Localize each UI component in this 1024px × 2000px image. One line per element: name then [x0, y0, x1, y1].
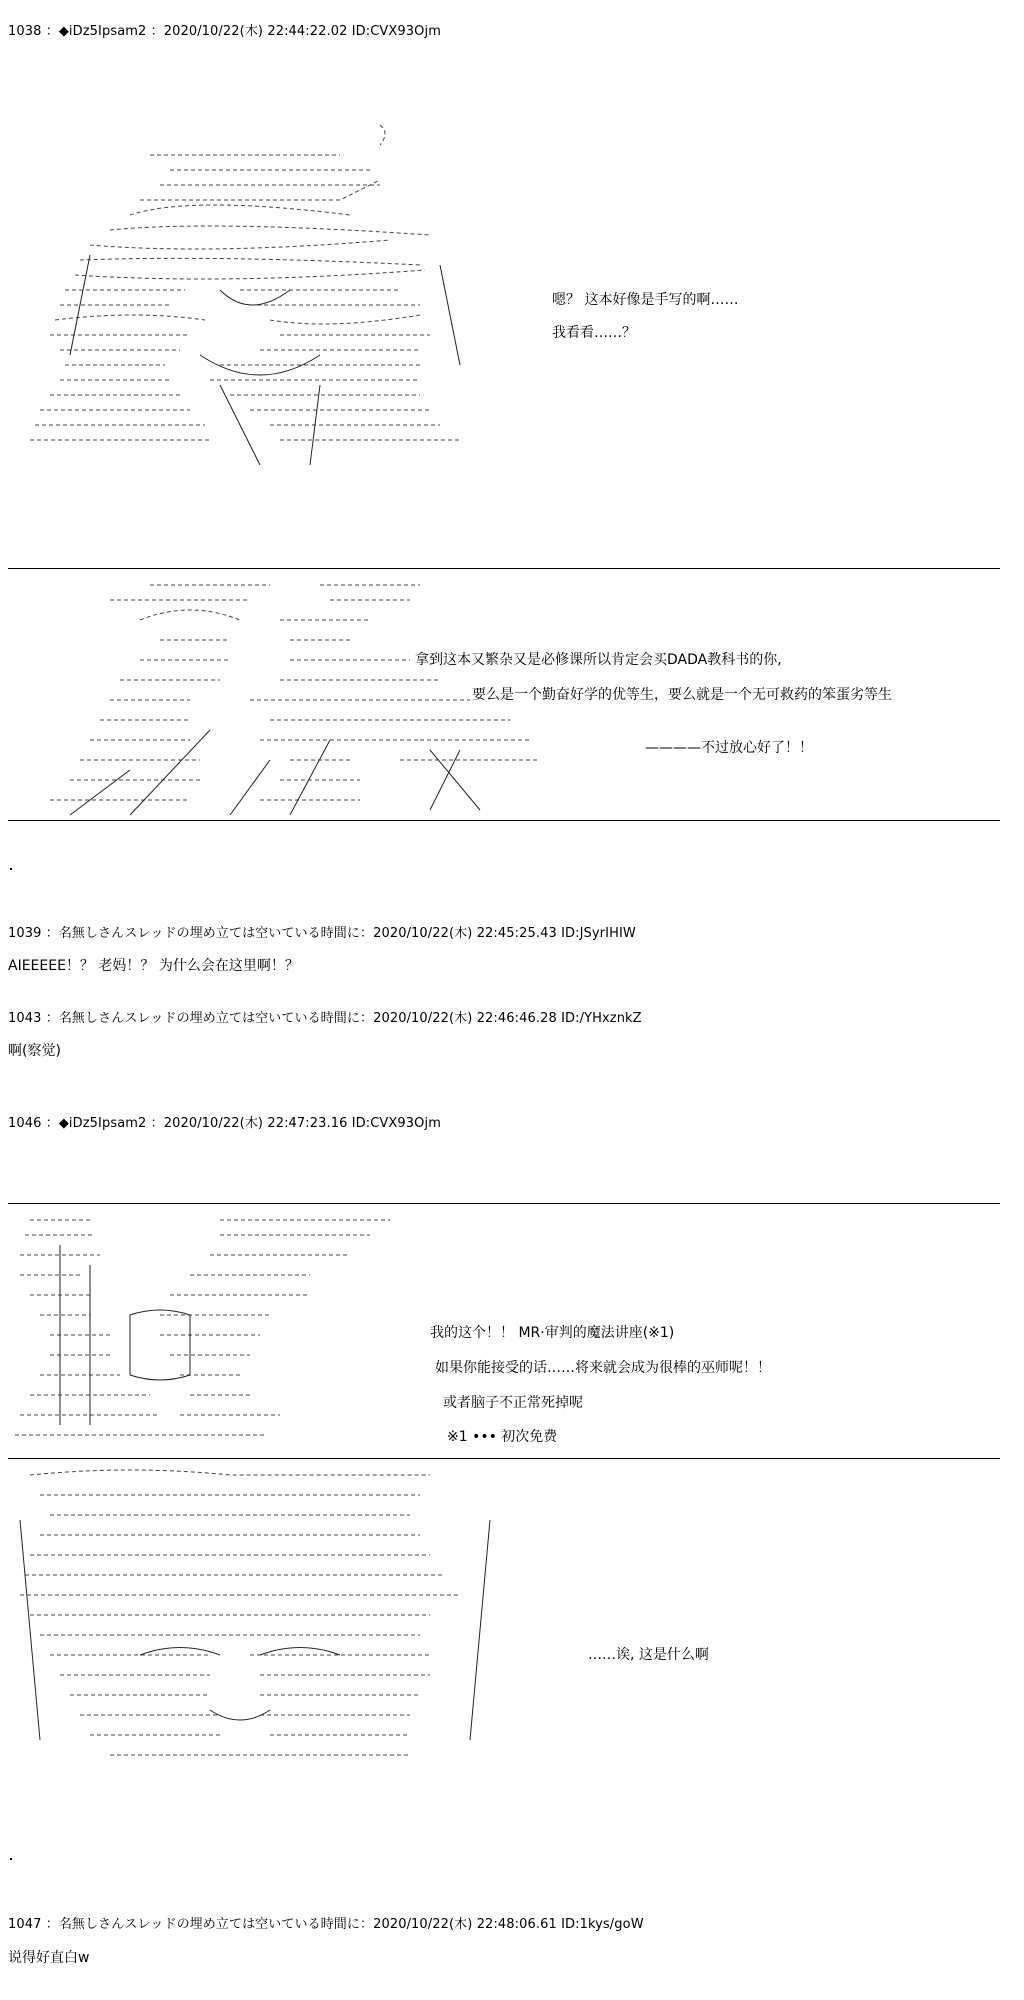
panel-divider: [8, 568, 1000, 569]
panel-divider: [8, 1203, 1000, 1204]
ascii-art-panel-3: [10, 1205, 430, 1455]
post-header-1038: 1038 ：◆iDz5Ipsam2 ：2020/10/22(木) 22:44:22.02 ID:CVX93Ojm: [8, 24, 441, 39]
panel-divider: [8, 820, 1000, 821]
ascii-art-panel-1: [20, 115, 500, 525]
ascii-art-panel-4: [10, 1460, 530, 1770]
post-header-1046: 1046 ：◆iDz5Ipsam2 ：2020/10/22(木) 22:47:23.16 ID:CVX93Ojm: [8, 1116, 441, 1131]
dialog-line: 或者脑子不正常死掉呢: [443, 1395, 583, 1411]
dialog-line: ※1 ••• 初次免费: [447, 1429, 558, 1445]
post-body-1039: AIEEEEE！？ 老妈！？ 为什么会在这里啊！？: [8, 958, 299, 974]
post-header-1039: 1039 ：名無しさんスレッドの埋め立ては空いている時間に：2020/10/22(木) 22:45:25.43 ID:JSyrIHIW: [8, 926, 636, 941]
dialog-line: 我的这个！！ MR·审判的魔法讲座(※1): [430, 1325, 675, 1341]
dialog-line: 嗯？ 这本好像是手写的啊……: [552, 292, 739, 308]
dialog-line: 要么是一个勤奋好学的优等生，要么就是一个无可救药的笨蛋劣等生: [472, 687, 892, 703]
dialog-line: 拿到这本又繁杂又是必修课所以肯定会买DADA教科书的你,: [415, 652, 782, 668]
panel-divider: [8, 1458, 1000, 1459]
post-body-1047: 说得好直白w: [8, 1950, 90, 1966]
dialog-line: 如果你能接受的话……将来就会成为很棒的巫师呢！！: [435, 1360, 771, 1376]
dialog-line: ……诶, 这是什么啊: [588, 1647, 709, 1663]
dialog-line: ————不过放心好了！！: [645, 740, 813, 756]
separator-dot: [10, 868, 12, 870]
dialog-line: 我看看……？: [552, 325, 636, 341]
post-header-1043: 1043 ：名無しさんスレッドの埋め立ては空いている時間に：2020/10/22(木) 22:46:46.28 ID:/YHxznkZ: [8, 1011, 642, 1026]
separator-dot: [10, 1858, 12, 1860]
post-body-1043: 啊(察觉): [8, 1043, 61, 1059]
post-header-1047: 1047 ：名無しさんスレッドの埋め立ては空いている時間に：2020/10/22(木) 22:48:06.61 ID:1kys/goW: [8, 1917, 644, 1932]
